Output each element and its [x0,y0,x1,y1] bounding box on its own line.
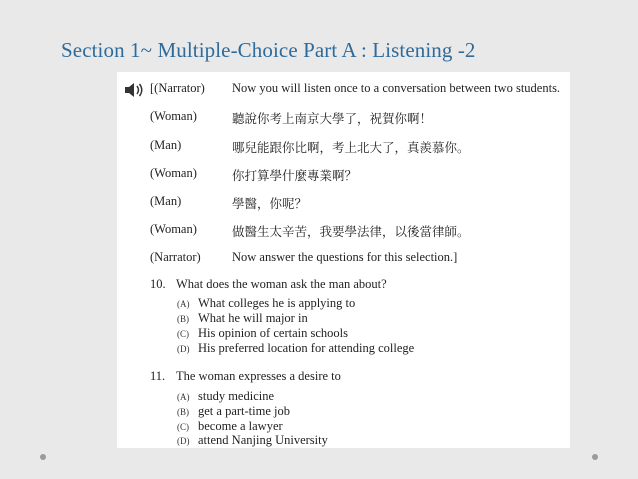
option-letter: (D) [177,436,190,446]
question-text: What does the woman ask the man about? [176,277,387,291]
dialogue-line: 哪兒能跟你比啊，考上北大了，真羨慕你。 [232,141,470,155]
answer-option[interactable]: get a part-time job [198,404,290,418]
option-letter: (C) [177,422,189,432]
dialogue-speaker: (Woman) [150,222,197,236]
dialogue-speaker: (Woman) [150,166,197,180]
dialogue-line: 做醫生太辛苦，我要學法律，以後當律師。 [232,225,470,239]
answer-option[interactable]: study medicine [198,389,275,403]
option-letter: (B) [177,407,189,417]
option-letter: (A) [177,392,190,402]
dialogue-speaker: [(Narrator) [150,81,205,95]
slide-title: Section 1~ Multiple-Choice Part A : Listening -2 [61,38,476,62]
option-letter: (B) [177,314,189,324]
option-letter: (D) [177,344,190,354]
dialogue-speaker: (Man) [150,194,182,208]
dialogue-line: 聽說你考上南京大學了，祝賀你啊！ [232,112,433,126]
option-letter: (A) [177,299,190,309]
dialogue-speaker: (Man) [150,138,182,152]
question-number: 10. [150,277,166,291]
answer-option[interactable]: attend Nanjing University [198,433,328,447]
speaker-icon[interactable] [123,80,145,100]
dialogue-line: 你打算學什麼專業啊？ [232,169,358,183]
dialogue-speaker: (Woman) [150,109,197,123]
dialogue-speaker: (Narrator) [150,250,201,264]
dialogue-line: 學醫，你呢？ [232,197,308,211]
answer-option[interactable]: What colleges he is applying to [198,296,356,310]
answer-option[interactable]: His opinion of certain schools [198,326,348,340]
dialogue-line: Now you will listen once to a conversation between two students. [232,81,561,95]
option-letter: (C) [177,329,189,339]
answer-option[interactable]: His preferred location for attending college [198,341,415,355]
question-text: The woman expresses a desire to [176,369,341,383]
dialogue-line: Now answer the questions for this selection.] [232,250,458,264]
question-number: 11. [150,369,166,383]
answer-option[interactable]: What he will major in [198,311,308,325]
slide-corner-dot [592,454,598,460]
answer-option[interactable]: become a lawyer [198,419,283,433]
listening-passage [117,72,570,448]
slide-corner-dot [40,454,46,460]
